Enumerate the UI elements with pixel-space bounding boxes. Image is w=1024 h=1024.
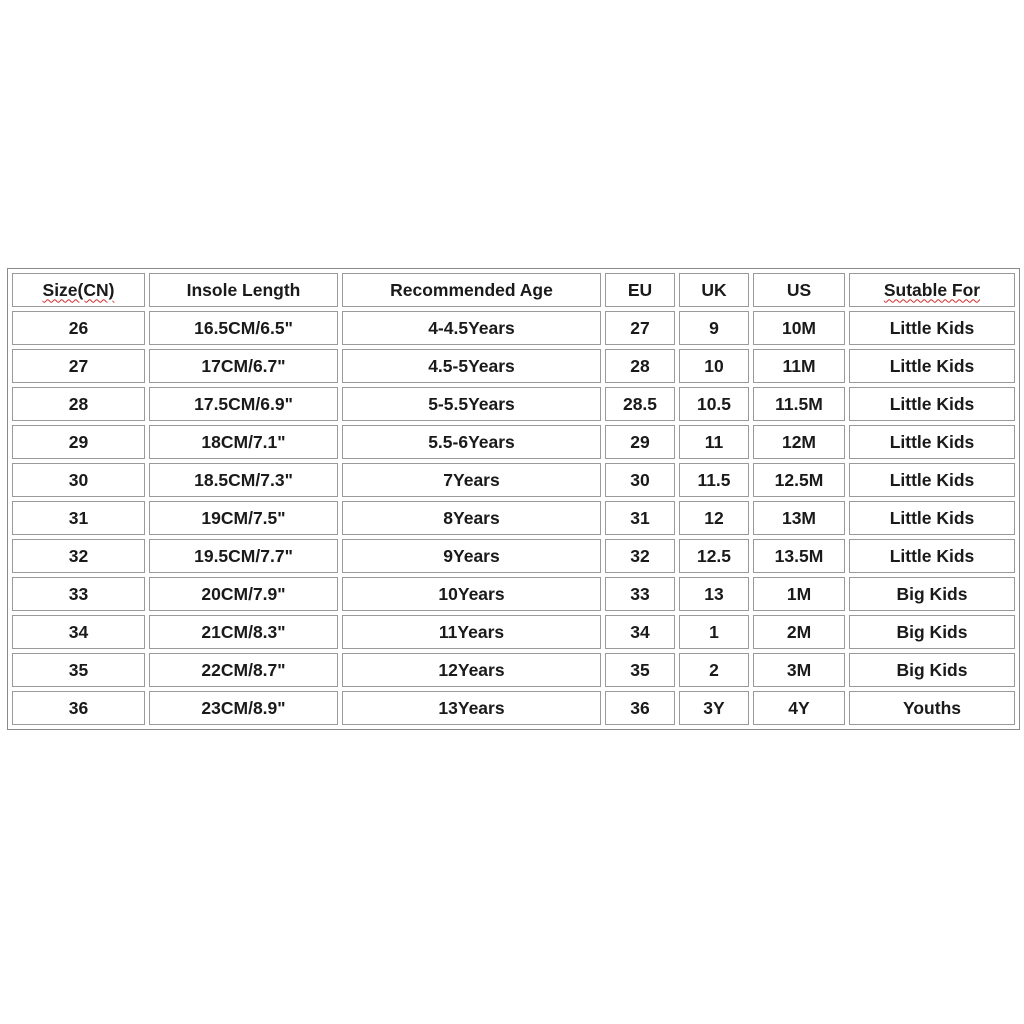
cell-suitable-for: Little Kids (849, 501, 1015, 535)
cell-us: 1M (753, 577, 845, 611)
table-row (12, 463, 1015, 497)
cell-us: 12.5M (753, 463, 845, 497)
header-us (753, 273, 845, 307)
header-size-cn (12, 273, 145, 307)
cell-uk: 3Y (679, 691, 749, 725)
cell-size-cn: 27 (12, 349, 145, 383)
cell-us: 4Y (753, 691, 845, 725)
cell-recommended-age: 4.5-5Years (342, 349, 601, 383)
cell-recommended-age: 11Years (342, 615, 601, 649)
cell-size-cn: 33 (12, 577, 145, 611)
cell-uk: 12 (679, 501, 749, 535)
cell-eu: 30 (605, 463, 675, 497)
cell-insole-length: 22CM/8.7" (149, 653, 338, 687)
cell-suitable-for: Big Kids (849, 615, 1015, 649)
cell-recommended-age: 5-5.5Years (342, 387, 601, 421)
header-label: Size(CN) (42, 279, 115, 300)
header-label: UK (701, 279, 727, 300)
cell-suitable-for: Little Kids (849, 311, 1015, 345)
cell-uk: 13 (679, 577, 749, 611)
cell-recommended-age: 10Years (342, 577, 601, 611)
cell-insole-length: 21CM/8.3" (149, 615, 338, 649)
table-row (12, 653, 1015, 687)
cell-uk: 11.5 (679, 463, 749, 497)
cell-eu: 28 (605, 349, 675, 383)
cell-size-cn: 28 (12, 387, 145, 421)
cell-us: 13M (753, 501, 845, 535)
cell-uk: 2 (679, 653, 749, 687)
cell-eu: 31 (605, 501, 675, 535)
cell-eu: 36 (605, 691, 675, 725)
cell-suitable-for: Little Kids (849, 425, 1015, 459)
cell-us: 10M (753, 311, 845, 345)
cell-size-cn: 36 (12, 691, 145, 725)
cell-recommended-age: 4-4.5Years (342, 311, 601, 345)
cell-recommended-age: 7Years (342, 463, 601, 497)
cell-insole-length: 17.5CM/6.9" (149, 387, 338, 421)
cell-size-cn: 34 (12, 615, 145, 649)
cell-suitable-for: Big Kids (849, 577, 1015, 611)
cell-recommended-age: 12Years (342, 653, 601, 687)
header-recommended-age (342, 273, 601, 307)
table-row (12, 387, 1015, 421)
cell-size-cn: 35 (12, 653, 145, 687)
cell-recommended-age: 9Years (342, 539, 601, 573)
cell-eu: 27 (605, 311, 675, 345)
header-label: EU (627, 279, 653, 300)
table-row (12, 425, 1015, 459)
cell-eu: 29 (605, 425, 675, 459)
table-row (12, 311, 1015, 345)
cell-insole-length: 18CM/7.1" (149, 425, 338, 459)
header-label: US (786, 279, 812, 300)
cell-us: 12M (753, 425, 845, 459)
header-label: Sutable For (883, 279, 981, 300)
cell-us: 11M (753, 349, 845, 383)
cell-uk: 10.5 (679, 387, 749, 421)
cell-size-cn: 32 (12, 539, 145, 573)
table-header-row (12, 273, 1015, 307)
cell-insole-length: 19CM/7.5" (149, 501, 338, 535)
cell-suitable-for: Little Kids (849, 349, 1015, 383)
cell-uk: 1 (679, 615, 749, 649)
cell-suitable-for: Little Kids (849, 463, 1015, 497)
header-insole-length (149, 273, 338, 307)
cell-us: 11.5M (753, 387, 845, 421)
cell-insole-length: 23CM/8.9" (149, 691, 338, 725)
cell-insole-length: 16.5CM/6.5" (149, 311, 338, 345)
table-row (12, 349, 1015, 383)
cell-insole-length: 18.5CM/7.3" (149, 463, 338, 497)
cell-eu: 34 (605, 615, 675, 649)
table-row (12, 691, 1015, 725)
header-label: Insole Length (186, 279, 301, 300)
cell-uk: 10 (679, 349, 749, 383)
header-suitable-for (849, 273, 1015, 307)
cell-recommended-age: 5.5-6Years (342, 425, 601, 459)
header-eu (605, 273, 675, 307)
cell-uk: 11 (679, 425, 749, 459)
cell-recommended-age: 13Years (342, 691, 601, 725)
cell-insole-length: 20CM/7.9" (149, 577, 338, 611)
cell-size-cn: 30 (12, 463, 145, 497)
cell-insole-length: 19.5CM/7.7" (149, 539, 338, 573)
cell-suitable-for: Little Kids (849, 387, 1015, 421)
size-chart-table (7, 268, 1020, 730)
cell-size-cn: 26 (12, 311, 145, 345)
cell-us: 2M (753, 615, 845, 649)
header-uk (679, 273, 749, 307)
cell-uk: 12.5 (679, 539, 749, 573)
cell-insole-length: 17CM/6.7" (149, 349, 338, 383)
cell-uk: 9 (679, 311, 749, 345)
cell-recommended-age: 8Years (342, 501, 601, 535)
cell-eu: 33 (605, 577, 675, 611)
table-row (12, 501, 1015, 535)
cell-eu: 32 (605, 539, 675, 573)
cell-eu: 28.5 (605, 387, 675, 421)
cell-suitable-for: Youths (849, 691, 1015, 725)
table-row (12, 539, 1015, 573)
cell-suitable-for: Little Kids (849, 539, 1015, 573)
table-row (12, 577, 1015, 611)
cell-us: 3M (753, 653, 845, 687)
header-label: Recommended Age (390, 279, 553, 300)
cell-us: 13.5M (753, 539, 845, 573)
table-row (12, 615, 1015, 649)
cell-size-cn: 29 (12, 425, 145, 459)
cell-size-cn: 31 (12, 501, 145, 535)
cell-eu: 35 (605, 653, 675, 687)
cell-suitable-for: Big Kids (849, 653, 1015, 687)
